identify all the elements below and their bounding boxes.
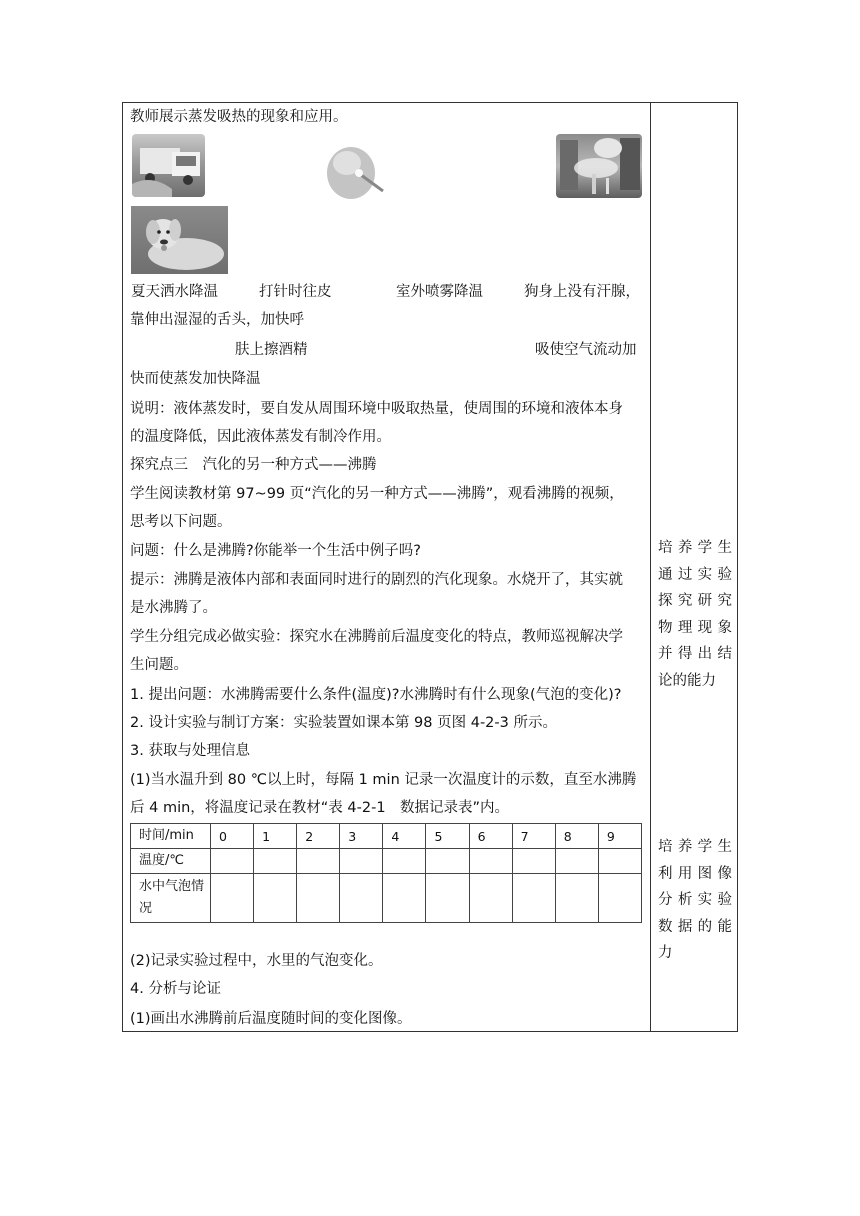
caption-watering: 夏天洒水降温 xyxy=(131,284,218,300)
step-3: 3. 获取与处理信息 xyxy=(130,743,250,759)
column-divider xyxy=(650,102,651,1032)
alcohol-swab-photo xyxy=(323,135,391,201)
watering-truck-photo xyxy=(132,134,205,197)
table-empty-cell xyxy=(555,849,598,874)
step-3a-line-2: 后 4 min，将温度记录在教材“表 4-2-1 数据记录表”内。 xyxy=(130,800,510,816)
caption-spray: 室外喷雾降温 xyxy=(396,284,483,300)
table-time-cell: 7 xyxy=(512,824,555,849)
table-empty-cell xyxy=(340,874,383,923)
data-record-table xyxy=(130,823,642,923)
table-empty-cell xyxy=(297,849,340,874)
explanation-line-2: 的温度降低，因此液体蒸发有制冷作用。 xyxy=(130,429,391,445)
group-line-2: 生问题。 xyxy=(130,657,188,673)
table-time-cell: 6 xyxy=(469,824,512,849)
table-time-cell: 3 xyxy=(340,824,383,849)
bubbles-label-line-2: 况 xyxy=(139,901,153,916)
goal-graph-analysis-ability xyxy=(658,834,732,967)
goal2-line: 利用图像 xyxy=(658,865,732,882)
goal1-line: 并得出结 xyxy=(658,646,732,662)
step-3b: (2)记录实验过程中，水里的气泡变化。 xyxy=(130,953,383,969)
goal2-line: 力 xyxy=(658,945,673,961)
table-row-temperature-label: 温度/℃ xyxy=(131,849,211,874)
table-time-cell: 8 xyxy=(555,824,598,849)
table-empty-cell xyxy=(469,849,512,874)
table-time-cell: 4 xyxy=(383,824,426,849)
goal1-line: 通过实验 xyxy=(658,566,732,583)
caption-dog-cont-3: 快而使蒸发加快降温 xyxy=(130,371,261,387)
table-time-cell: 5 xyxy=(426,824,469,849)
table-empty-cell xyxy=(383,849,426,874)
reading-line-2: 思考以下问题。 xyxy=(130,514,232,530)
table-empty-cell xyxy=(426,849,469,874)
table-empty-cell xyxy=(297,874,340,923)
group-line-1: 学生分组完成必做实验：探究水在沸腾前后温度变化的特点，教师巡视解决学 xyxy=(130,629,623,645)
goal2-line: 分析实验 xyxy=(658,892,732,908)
step-1: 1. 提出问题：水沸腾需要什么条件(温度)?水沸腾时有什么现象(气泡的变化)? xyxy=(130,687,622,703)
goal1-line: 培养学生 xyxy=(658,540,732,556)
table-empty-cell xyxy=(469,874,512,923)
table-time-cell: 9 xyxy=(598,824,641,849)
caption-dog: 狗身上没有汗腺， xyxy=(524,284,640,300)
caption-dog-cont: 靠伸出湿湿的舌头，加快呼 xyxy=(130,312,304,328)
dog-photo xyxy=(131,206,228,274)
spray-mist-photo xyxy=(556,134,642,198)
bubbles-label-line-1: 水中气泡情 xyxy=(139,879,205,894)
caption-injection-cont: 肤上擦酒精 xyxy=(235,342,308,358)
table-empty-cell xyxy=(598,849,641,874)
goal1-line: 物理现象 xyxy=(658,619,732,636)
hint-line-1: 提示：沸腾是液体内部和表面同时进行的剧烈的汽化现象。水烧开了，其实就 xyxy=(130,572,623,588)
table-time-cell: 2 xyxy=(297,824,340,849)
table-empty-cell xyxy=(512,874,555,923)
table-empty-cell xyxy=(254,874,297,923)
table-empty-cell xyxy=(555,874,598,923)
table-empty-cell xyxy=(254,849,297,874)
goal2-line: 数据的能 xyxy=(658,918,732,935)
table-empty-cell xyxy=(211,849,254,874)
table-empty-cell xyxy=(598,874,641,923)
step-4a: (1)画出水沸腾前后温度随时间的变化图像。 xyxy=(130,1011,412,1027)
explanation-line-1: 说明：液体蒸发时，要自发从周围环境中吸取热量，使周围的环境和液体本身 xyxy=(130,401,623,417)
table-row-bubbles-label xyxy=(131,874,211,923)
table-empty-cell xyxy=(340,849,383,874)
caption-dog-cont-2: 吸使空气流动加 xyxy=(535,342,637,358)
question-text: 问题：什么是沸腾?你能举一个生活中例子吗? xyxy=(130,543,421,559)
table-empty-cell xyxy=(426,874,469,923)
table-time-cell: 0 xyxy=(211,824,254,849)
goal1-line: 论的能力 xyxy=(658,672,716,689)
table-empty-cell xyxy=(211,874,254,923)
goal-experiment-ability xyxy=(658,535,732,694)
table-empty-cell xyxy=(512,849,555,874)
intro-text: 教师展示蒸发吸热的现象和应用。 xyxy=(130,109,348,125)
reading-line-1: 学生阅读教材第 97~99 页“汽化的另一种方式——沸腾”，观看沸腾的视频， xyxy=(130,486,624,502)
table-time-cell: 1 xyxy=(254,824,297,849)
section-heading: 探究点三 汽化的另一种方式——沸腾 xyxy=(130,457,377,473)
step-2: 2. 设计实验与制订方案：实验装置如课本第 98 页图 4-2-3 所示。 xyxy=(130,715,557,731)
hint-line-2: 是水沸腾了。 xyxy=(130,600,217,616)
table-empty-cell xyxy=(383,874,426,923)
goal2-line: 培养学生 xyxy=(658,839,732,855)
step-4: 4. 分析与论证 xyxy=(130,981,221,997)
step-3a-line-1: (1)当水温升到 80 ℃以上时，每隔 1 min 记录一次温度计的示数，直至水沸腾 xyxy=(130,772,637,788)
goal1-line: 探究研究 xyxy=(658,593,732,609)
caption-injection: 打针时往皮 xyxy=(259,284,332,300)
table-header-time: 时间/min xyxy=(131,824,211,849)
